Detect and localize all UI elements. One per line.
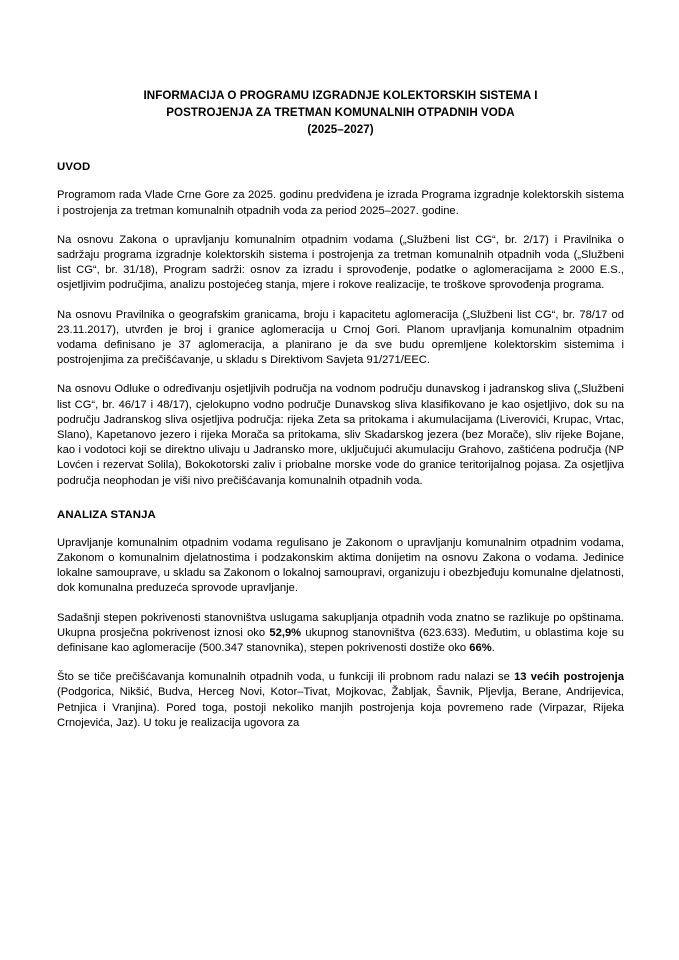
spacer	[57, 656, 624, 670]
uvod-paragraph-2: Na osnovu Zakona o upravljanju komunalnim otpadnim vodama („Službeni list CG“, br. 2/17) i Pravilnika o sadržaju programa izgradnje kolektorskih sistema i postrojenja za tretman komunalnih otpadnih voda („Službeni list CG“, br. 31/18), Program sadrži: osnov za izradu i sprovođenje, podatke o aglomeracijama ≥ 2000 E.S., osjetljivim područjima, analizu postojećeg stanja, mjere i rokove realizacije, te troškove sprovođenja programa.	[57, 233, 624, 292]
analiza-paragraph-3	[57, 670, 624, 731]
page-title-line-3: (2025–2027)	[307, 122, 374, 136]
spacer	[57, 175, 624, 188]
analiza-paragraph-1: Upravljanje komunalnim otpadnim vodama regulisano je Zakonom o upravljanju komunalnim otpadnim vodama, Zakonom o komunalnim djelatnostima i podzakonskim aktima donijetim na osnovu Zakona o vodama. Jedinice lokalne samouprave, u skladu sa Zakonom o lokalnoj samoupravi, organizuju i obezbjeđuju komunalne djelatnosti, dok komunalna preduzeća sprovode upravljanje.	[57, 536, 624, 595]
analiza-p3-text-1: Što se tiče prečišćavanja komunalnih otpadnih voda, u funkciji ili probnom radu nalazi se	[57, 671, 515, 684]
spacer	[57, 368, 624, 382]
page-title	[57, 88, 624, 138]
analiza-paragraph-2	[57, 611, 624, 657]
analiza-p2-text-1: Sadašnji stepen pokrivenosti stanovništva uslugama sakupljanja otpadnih voda znatno se razlikuje po opštinama. Ukupna prosječna pokrivenost iznosi oko	[57, 611, 624, 639]
section-heading-uvod: UVOD	[57, 161, 91, 174]
spacer	[57, 219, 624, 233]
spacer	[57, 294, 624, 308]
page-title-line-2: POSTROJENJA ZA TRETMAN KOMUNALNIH OTPADNIH VODA	[166, 105, 515, 119]
spacer	[57, 597, 624, 611]
analiza-p2-text-2: ukupnog stanovništva (623.633). Međutim, u oblastima koje su definisane kao aglomeracije (500.347 stanovnika), stepen pokrivenosti dostiže oko	[57, 626, 624, 655]
section-heading-analiza-stanja: ANALIZA STANJA	[57, 508, 156, 521]
analiza-p2-stat-coverage-total: 52,9%	[269, 626, 302, 639]
analiza-p3-text-2: (Podgorica, Nikšić, Budva, Herceg Novi, Kotor–Tivat, Mojkovac, Žabljak, Šavnik, Pljevlja, Berane, Andrijevica, Petnjica i Vranjina). Pored toga, postoji nekoliko manjih postrojenja koja povremeno rade (Virpazar, Rijeka Crnojevića, Jaz). U toku je realizacija ugovora za	[57, 686, 624, 729]
uvod-paragraph-4: Na osnovu Odluke o određivanju osjetljivih područja na vodnom području dunavskog i jadranskog sliva („Službeni list CG“, br. 46/17 i 48/17), cjelokupno vodno područje Dunavskog sliva klasifikovano je kao osjetljivo, dok su na području Jadranskog sliva osjetljiva područja: rijeka Zeta sa pritokama i akumulacijama (Liverovići, Krupac, Vrtac, Slano), Kapetanovo jezero i rijeka Morača sa pritokama, sliv Skadarskog jezera (bez Morače), sliv rijeke Bojane, kao i vodotoci koji se direktno ulivaju u Jadransko more, uključujući akumulaciju Grahovo, zaštićena područja (NP Lovćen i rezervat Solila), Bokokotorski zaliv i priobalne morske vode do granice teritorijalnog pojasa. Za osjetljiva područja neophodan je viši nivo prečišćavanja komunalnih otpadnih voda.	[57, 383, 624, 487]
analiza-p3-stat-plants: 13 većih postrojenja	[514, 671, 624, 684]
analiza-p2-stat-coverage-agglomeration: 66%	[469, 642, 492, 655]
analiza-p2-text-3: .	[491, 642, 495, 655]
spacer	[57, 489, 624, 508]
uvod-paragraph-3: Na osnovu Pravilnika o geografskim granicama, broju i kapacitetu aglomeracija („Službeni list CG“, br. 78/17 od 23.11.2017), utvrđen je broj i granice aglomeracija u Crnoj Gori. Planom upravljanja komunalnim otpadnim vodama definisano je 37 aglomeracija, a planirano je da sve budu opremljene kolektorskim sistemima i postrojenjima za prečišćavanje, u skladu s Direktivom Savjeta 91/271/EEC.	[57, 308, 624, 367]
uvod-paragraph-1: Programom rada Vlade Crne Gore za 2025. godinu predviđena je izrada Programa izgradnje kolektorskih sistema i postrojenja za tretman komunalnih otpadnih voda za period 2025–2027. godine.	[57, 189, 624, 217]
spacer	[57, 523, 624, 536]
spacer	[57, 138, 624, 160]
page-title-line-1: INFORMACIJA O PROGRAMU IZGRADNJE KOLEKTORSKIH SISTEMA I	[143, 89, 538, 102]
